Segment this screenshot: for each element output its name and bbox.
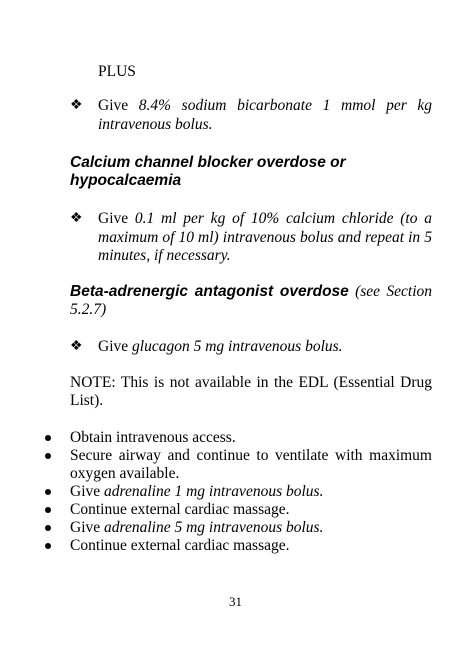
bullet-dot-icon	[45, 453, 51, 459]
bullet-adrenaline-5mg: Give adrenaline 5 mg intravenous bolus.	[70, 519, 324, 536]
glucagon-line: Give glucagon 5 mg intravenous bolus.	[98, 338, 343, 355]
diamond-bullet-icon: ❖	[70, 339, 83, 354]
bicarbonate-line-2: intravenous bolus.	[98, 116, 213, 133]
beta-heading-line-2: 5.2.7)	[70, 301, 107, 318]
bullet-dot-icon	[45, 489, 51, 495]
note-line-2: List).	[70, 392, 104, 409]
beta-heading-line-1: Beta-adrenergic antagonist overdose (see Section	[70, 283, 432, 300]
calcium-chloride-line-3: minutes, if necessary.	[98, 247, 231, 264]
calcium-heading-line-2: hypocalcaemia	[70, 172, 182, 189]
note-line-1: NOTE: This is not available in the EDL (Essential Drug	[70, 374, 432, 391]
page-number: 31	[229, 594, 242, 609]
calcium-chloride-line-2: maximum of 10 ml) intravenous bolus and repeat in 5	[98, 229, 432, 246]
bullet-dot-icon	[45, 507, 51, 513]
bullet-massage-2: Continue external cardiac massage.	[70, 537, 290, 554]
calcium-heading-line-1: Calcium channel blocker overdose or	[70, 154, 346, 171]
bullet-adrenaline-1mg: Give adrenaline 1 mg intravenous bolus.	[70, 483, 324, 500]
bullet-airway-line-1: Secure airway and continue to ventilate with maximum	[70, 447, 432, 464]
diamond-bullet-icon: ❖	[70, 211, 83, 226]
bullet-massage-1: Continue external cardiac massage.	[70, 501, 290, 518]
bicarbonate-line-1: Give 8.4% sodium bicarbonate 1 mmol per kg	[98, 97, 432, 114]
diamond-bullet-icon: ❖	[70, 98, 83, 113]
bullet-airway-line-2: oxygen available.	[70, 465, 180, 482]
bullet-access: Obtain intravenous access.	[70, 429, 236, 446]
calcium-chloride-line-1: Give 0.1 ml per kg of 10% calcium chloride (to a	[98, 210, 432, 227]
bullet-dot-icon	[45, 543, 51, 549]
bullet-dot-icon	[45, 525, 51, 531]
bullet-dot-icon	[45, 435, 51, 441]
plus-text: PLUS	[98, 63, 136, 80]
